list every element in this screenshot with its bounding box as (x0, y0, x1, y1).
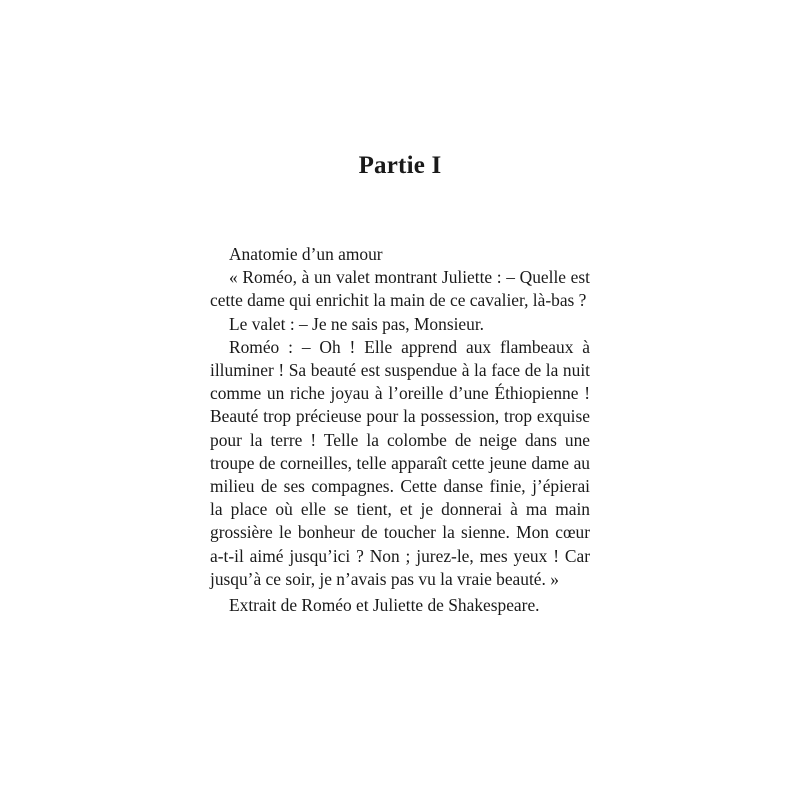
chapter-body (210, 243, 590, 591)
paragraph-heading: Anatomie d’un amour (229, 244, 383, 264)
paragraph-romeo-speech: Roméo : – Oh ! Elle apprend aux flambeaux à illuminer ! Sa beauté est suspendue à la face de la nuit comme un riche joyau à l’oreille d’une Éthiopienne ! Beauté trop précieuse pour la possession, trop exquise pour la terre ! Telle la colombe de neige dans une troupe de corneilles, telle apparaît cette jeune dame au milieu de ses compagnes. Cette danse finie, j’épierai la place où elle se tient, et je donnerai à ma main grossière le bonheur de toucher la sienne. Mon cœur a-t-il aimé jusqu’ici ? Non ; jurez-le, mes yeux ! Car jusqu’à ce soir, je n’avais pas vu la vraie beauté. » (210, 336, 590, 589)
chapter-title: Partie I (358, 152, 442, 179)
source-credit: Extrait de Roméo et Juliette de Shakespeare. (229, 595, 540, 615)
paragraph-romeo-question: « Roméo, à un valet montrant Juliette : – Quelle est cette dame qui enrichit la main de ce cavalier, là-bas ? (210, 267, 590, 311)
paragraph-valet-reply: Le valet : – Je ne sais pas, Monsieur. (229, 313, 485, 334)
